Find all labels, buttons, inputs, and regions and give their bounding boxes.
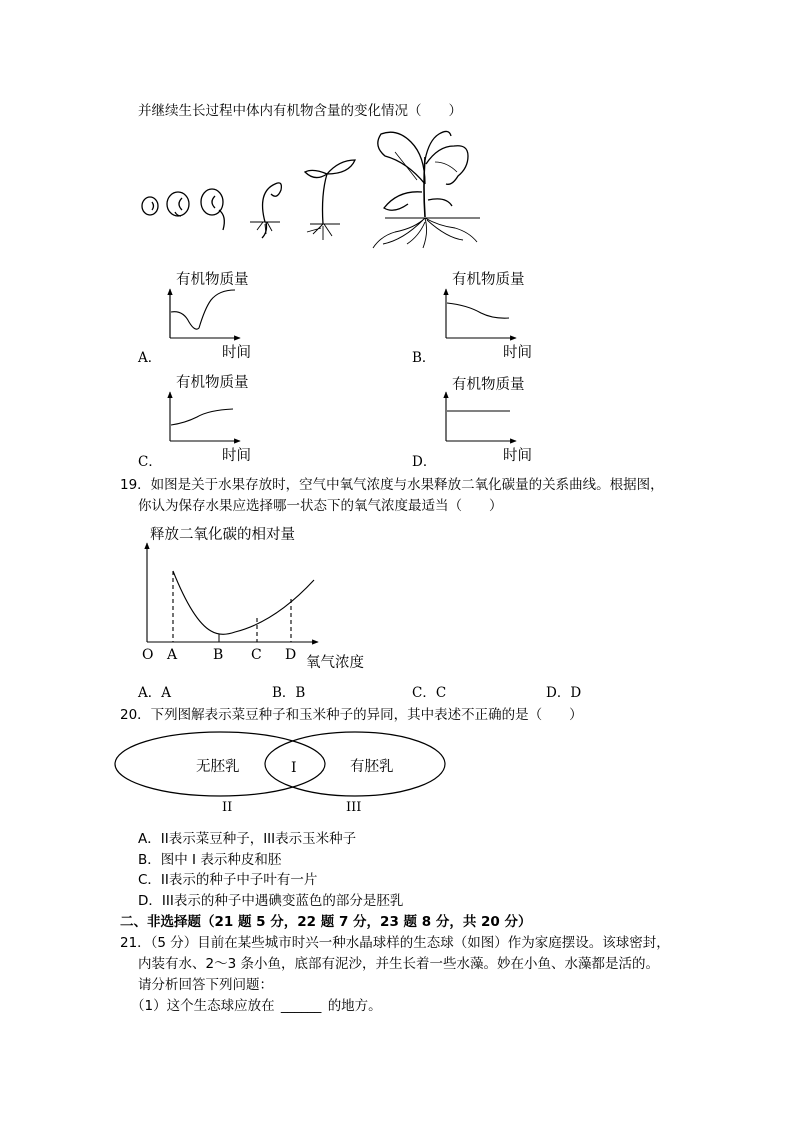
q19-point-b: B bbox=[213, 647, 224, 663]
q18-stem-tail: 并继续生长过程中体内有机物含量的变化情况（ ） bbox=[138, 103, 462, 119]
option-a-label: A． bbox=[138, 350, 162, 366]
option-c-label: C． bbox=[138, 454, 162, 470]
q20-option-d: D．III表示的种子中遇碘变蓝色的部分是胚乳 bbox=[138, 893, 404, 909]
q19-origin: O bbox=[142, 647, 154, 663]
q19-option-d: D．D bbox=[546, 685, 582, 701]
graph-d-xlabel: 时间 bbox=[503, 448, 532, 464]
q19-option-c: C．C bbox=[412, 685, 447, 701]
venn-left-text: 无胚乳 bbox=[196, 759, 240, 775]
graph-c-xlabel: 时间 bbox=[222, 448, 251, 464]
q19-stem-line2: 你认为保存水果应选择哪一状态下的氧气浓度最适当（ ） bbox=[138, 498, 503, 514]
graph-b-xlabel: 时间 bbox=[503, 345, 532, 361]
option-b-label: B． bbox=[412, 350, 436, 366]
option-d-label: D． bbox=[412, 454, 437, 470]
q19-ylabel: 释放二氧化碳的相对量 bbox=[150, 527, 295, 543]
graph-b-ylabel: 有机物质量 bbox=[452, 272, 525, 288]
q19-xlabel: 氧气浓度 bbox=[306, 655, 364, 671]
graph-c-ylabel: 有机物质量 bbox=[176, 375, 249, 391]
q19-option-a: A．A bbox=[138, 685, 171, 701]
q20-option-a: A．II表示菜豆种子，III表示玉米种子 bbox=[138, 831, 357, 847]
q19-option-b: B．B bbox=[272, 685, 306, 701]
q21-line1: 21．（5 分）目前在某些城市时兴一种水晶球样的生态球（如图）作为家庭摆设。该球密封， bbox=[120, 935, 670, 951]
q20-option-c: C．II表示的种子中子叶有一片 bbox=[138, 872, 318, 888]
venn-middle-text: I bbox=[291, 760, 297, 776]
q20-option-b: B．图中 I 表示种皮和胚 bbox=[138, 852, 282, 868]
q21-sub1 bbox=[131, 994, 382, 1014]
q21-sub1-suffix: 的地方。 bbox=[327, 998, 382, 1014]
q21-line2: 内装有水、2～3 条小鱼，底部有泥沙，并生长着一些水藻。妙在小鱼、水藻都是活的。 bbox=[138, 956, 659, 972]
q19-point-d: D bbox=[285, 647, 297, 663]
graph-a-ylabel: 有机物质量 bbox=[176, 272, 249, 288]
q21-sub1-blank[interactable]: ______ bbox=[280, 998, 322, 1014]
q21-sub1-prefix: （1）这个生态球应放在 bbox=[131, 998, 275, 1014]
venn-label-left: II bbox=[222, 800, 233, 815]
q19-point-a: A bbox=[167, 647, 178, 663]
q19-point-c: C bbox=[251, 647, 262, 663]
graph-a-xlabel: 时间 bbox=[222, 345, 251, 361]
graph-d-ylabel: 有机物质量 bbox=[452, 377, 525, 393]
q21-line3: 请分析回答下列问题： bbox=[138, 977, 273, 993]
section2-heading: 二、非选择题（21 题 5 分，22 题 7 分，23 题 8 分，共 20 分） bbox=[120, 914, 532, 930]
q19-stem-line1: 19．如图是关于水果存放时，空气中氧气浓度与水果释放二氧化碳量的关系曲线。根据图， bbox=[120, 477, 664, 493]
venn-label-right: III bbox=[346, 800, 362, 815]
q20-stem: 20．下列图解表示菜豆种子和玉米种子的异同，其中表述不正确的是（ ） bbox=[120, 707, 583, 723]
venn-right-text: 有胚乳 bbox=[350, 759, 394, 775]
